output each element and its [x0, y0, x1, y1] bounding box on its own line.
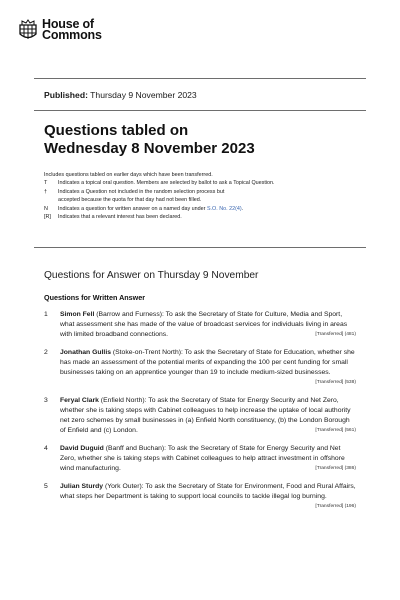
logo-line-2: Commons [42, 28, 102, 42]
section-heading: Questions for Answer on Thursday 9 November [44, 270, 259, 281]
key-item-named-day [44, 205, 364, 213]
member-name: David Duguid [60, 445, 104, 452]
question-item [44, 310, 356, 340]
question-number: 2 [44, 349, 48, 356]
question-text: To ask the Secretary of State for Environment, Food and Rural Affairs, what steps her Department is taking to support local councils to tackle illegal log burning. [60, 483, 356, 500]
key-symbol: † [44, 188, 47, 195]
standing-order-link[interactable]: S.O. No. 22(4) [206, 205, 242, 212]
section-subheading: Questions for Written Answer [44, 293, 146, 302]
published-date: Thursday 9 November 2023 [90, 90, 197, 100]
logo-wordmark [42, 19, 102, 41]
published-line [44, 90, 197, 100]
constituency: (Barrow and Furness): [94, 311, 166, 318]
constituency: (Banff and Buchan): [103, 445, 168, 452]
transferred-tag: [Transferred] (538) [315, 380, 356, 385]
key-text: Indicates a Question not included in the random selection process but [58, 188, 225, 195]
question-item [44, 444, 356, 474]
key-item-topical [44, 179, 364, 187]
symbol-key [44, 171, 364, 221]
key-text: Indicates a topical oral question. Members are selected by ballot to ask a Topical Question. [58, 180, 275, 187]
member-name: Feryal Clark [60, 397, 99, 404]
key-text: Indicates that a relevant interest has been declared. [58, 214, 182, 221]
portcullis-icon [18, 19, 38, 41]
member-name: Simon Fell [60, 311, 95, 318]
house-of-commons-logo [18, 19, 102, 41]
published-label: Published: [44, 90, 88, 100]
divider-published [34, 110, 366, 111]
key-symbol: [R] [44, 214, 51, 221]
question-number: 5 [44, 483, 48, 490]
member-name: Jonathan Gullis [60, 349, 111, 356]
constituency: (Stoke-on-Trent North): [110, 349, 185, 356]
key-text-continued: accepted because the quota for that day had not been filled. [58, 197, 202, 204]
question-text: To ask the Secretary of State for Energy Security and Net Zero, whether she is taking steps with Cabinet colleagues to help increase the uptake of local authority net zero schemes by small businesses in (a) Enfield North constituency, (b) the London Borough of Enfield and (c) London. [60, 397, 351, 434]
constituency: (York Outer): [103, 483, 146, 490]
divider-key [34, 247, 366, 248]
transferred-tag: [Transferred] (196) [315, 504, 356, 509]
question-text: To ask the Secretary of State for Energy Security and Net Zero, whether she is taking steps with Cabinet colleagues to help attract investment in offshore wind manufacturing. [60, 445, 345, 472]
question-item [44, 396, 356, 436]
transferred-tag: [Transferred] (561) [315, 428, 356, 433]
member-name: Julian Sturdy [60, 483, 104, 490]
question-item [44, 482, 356, 512]
transferred-tag: [Transferred] (481) [315, 332, 356, 337]
key-text: Indicates a question for written answer on a named day under [58, 205, 207, 212]
divider-top [34, 78, 366, 79]
logo-line-1: House of [42, 17, 94, 31]
key-item-interest [44, 213, 364, 221]
key-text-end: . [241, 205, 244, 212]
question-text: To ask the Secretary of State for Culture, Media and Sport, what assessment she has made of the value of broadcast services for individuals living in areas with limited broadband connections. [60, 311, 348, 338]
question-number: 3 [44, 397, 48, 404]
question-number: 1 [44, 311, 48, 318]
key-item-dagger [44, 188, 364, 205]
question-number: 4 [44, 445, 48, 452]
title-line-1: Questions tabled on [44, 122, 189, 139]
title-line-2: Wednesday 8 November 2023 [44, 140, 255, 157]
question-item [44, 348, 356, 388]
transferred-tag: [Transferred] (386) [315, 466, 356, 471]
key-intro: Includes questions tabled on earlier days which have been transferred. [44, 172, 213, 178]
question-text: To ask the Secretary of State for Education, whether she has made an assessment of the potential merits of expanding the 100 per cent funding for small businesses taking on an apprentice younger than 19 to include medium-sized businesses. [60, 349, 355, 376]
constituency: (Enfield North): [98, 397, 149, 404]
key-symbol: T [44, 180, 48, 187]
page-title [44, 122, 255, 158]
key-symbol: N [44, 205, 48, 212]
